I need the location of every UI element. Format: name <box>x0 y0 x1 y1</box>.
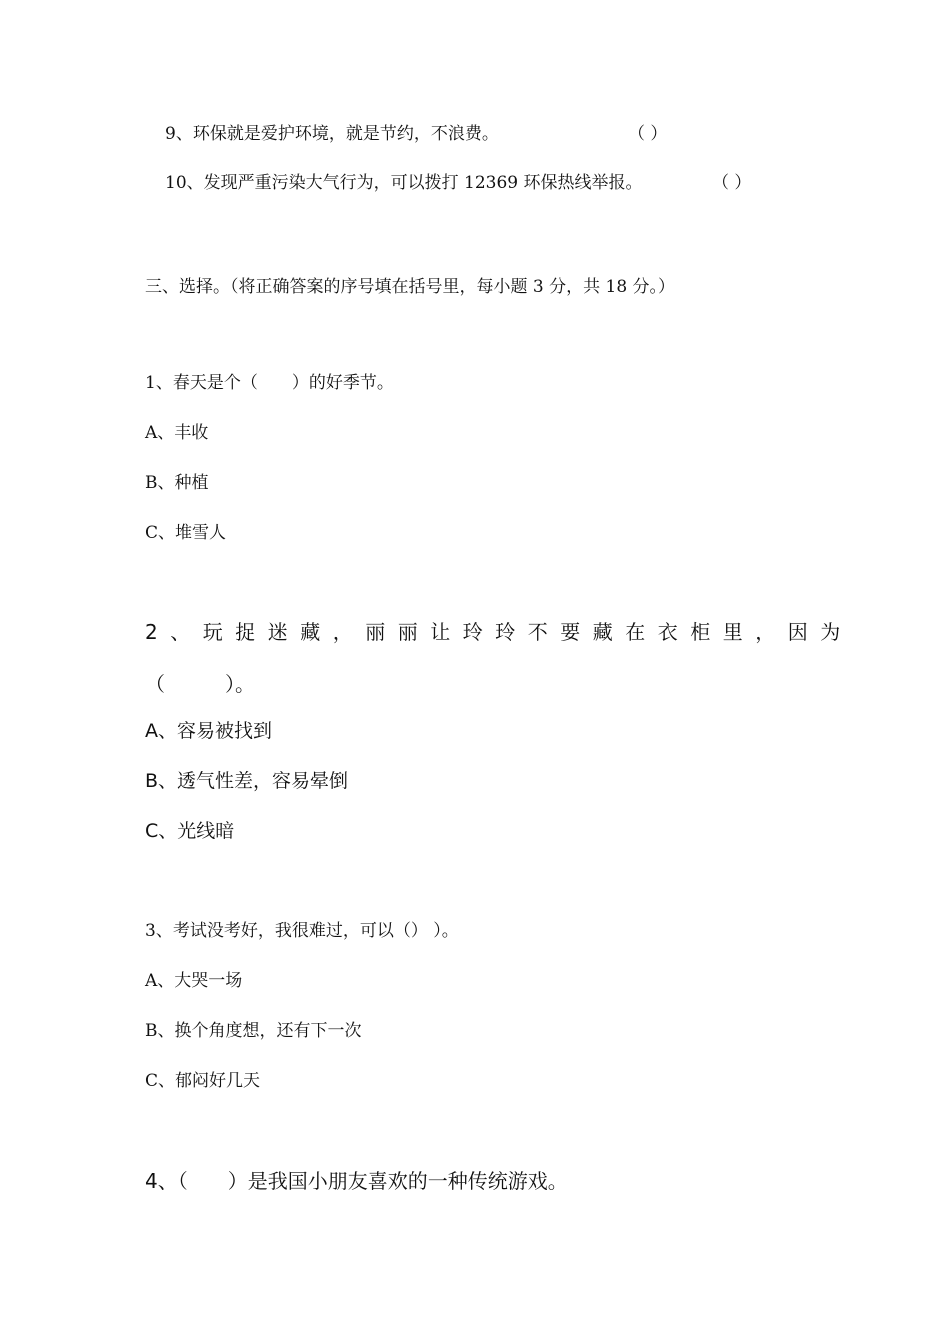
question-1-option-c: C、堆雪人 <box>145 523 227 543</box>
question-1-option-a: A、丰收 <box>145 423 209 443</box>
section-3-heading: 三、选择。（将正确答案的序号填在括号里，每小题 3 分，共 18 分。） <box>145 277 676 297</box>
question-3-stem: 3、考试没考好，我很难过，可以（） ）。 <box>145 921 459 941</box>
question-3-option-b: B、换个角度想，还有下一次 <box>145 1021 362 1041</box>
question-2-option-a: A、容易被找到 <box>145 720 272 742</box>
question-2-stem-line2: （ ）。 <box>145 672 255 696</box>
question-3-option-c: C、郁闷好几天 <box>145 1071 261 1091</box>
question-1-stem: 1、春天是个（ ）的好季节。 <box>145 373 394 393</box>
question-2-option-b: B、透气性差，容易晕倒 <box>145 770 349 792</box>
tf-answer-paren-10: （ ） <box>712 173 752 193</box>
question-2-option-c: C、光线暗 <box>145 820 235 842</box>
question-4-stem: 4、（ ）是我国小朋友喜欢的一种传统游戏。 <box>145 1169 568 1193</box>
question-2-stem-line1: 2、玩捉迷藏，丽丽让玲玲不要藏在衣柜里，因为 <box>145 620 853 644</box>
tf-answer-paren-9: （ ） <box>628 124 668 144</box>
question-1-option-b: B、种植 <box>145 473 209 493</box>
tf-question-9: 9、环保就是爱护环境，就是节约，不浪费。 <box>165 124 499 144</box>
tf-question-10: 10、发现严重污染大气行为，可以拨打 12369 环保热线举报。 <box>165 173 643 193</box>
question-3-option-a: A、大哭一场 <box>145 971 243 991</box>
